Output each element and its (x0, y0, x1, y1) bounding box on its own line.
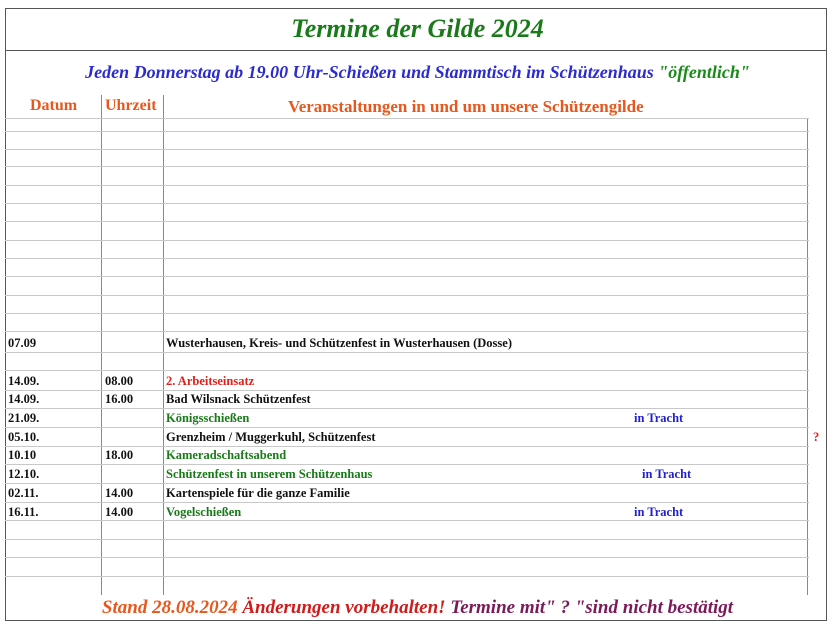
row-date: 12.10. (8, 467, 40, 481)
row-divider (5, 446, 809, 447)
row-divider (5, 483, 809, 484)
footer-changes: Änderungen vorbehalten! (242, 597, 446, 618)
row-note: in Tracht (642, 467, 692, 481)
row-date: 05.10. (8, 430, 40, 444)
row-divider (5, 221, 809, 222)
weekly-notice-text: Jeden Donnerstag ab 19.00 Uhr-Schießen und Stammtisch im Schützenhaus (85, 62, 654, 82)
row-divider (5, 352, 809, 353)
header-date: Datum (30, 97, 78, 114)
row-time: 14.00 (105, 486, 134, 500)
row-divider (5, 539, 809, 540)
row-divider (5, 166, 809, 167)
row-date: 14.09. (8, 392, 40, 406)
row-divider (5, 313, 809, 314)
row-divider (5, 258, 809, 259)
footer-note (0, 597, 835, 619)
row-note: in Tracht (634, 505, 684, 519)
row-divider (5, 118, 809, 119)
row-divider (5, 149, 809, 150)
row-event: Vogelschießen (166, 505, 242, 519)
row-divider (5, 520, 809, 521)
row-event: Kameradschaftsabend (166, 448, 287, 462)
page-title: Termine der Gilde 2024 (291, 14, 544, 43)
footer-pending: Termine mit" ? "sind nicht bestätigt (450, 597, 734, 618)
row-divider (5, 203, 809, 204)
row-divider (5, 502, 809, 503)
row-divider (5, 557, 809, 558)
row-unconfirmed-mark: ? (813, 430, 820, 444)
title-divider (5, 50, 827, 51)
row-divider (5, 276, 809, 277)
row-date: 21.09. (8, 411, 40, 425)
row-divider (5, 408, 809, 409)
row-divider (5, 185, 809, 186)
row-date: 10.10 (8, 448, 37, 462)
row-event: 2. Arbeitseinsatz (166, 374, 255, 388)
row-event: Wusterhausen, Kreis- und Schützenfest in Wusterhausen (Dosse) (166, 336, 512, 350)
row-divider (5, 331, 809, 332)
weekly-notice (0, 62, 835, 83)
row-divider (5, 240, 809, 241)
row-divider (5, 131, 809, 132)
row-note: in Tracht (634, 411, 684, 425)
row-event: Bad Wilsnack Schützenfest (166, 392, 311, 406)
row-date: 07.09 (8, 336, 37, 350)
header-event: Veranstaltungen in und um unsere Schützengilde (288, 97, 644, 116)
row-time: 16.00 (105, 392, 134, 406)
row-divider (5, 295, 809, 296)
row-divider (5, 464, 809, 465)
row-event: Schützenfest in unserem Schützenhaus (166, 467, 373, 481)
public-label: "öffentlich" (658, 62, 750, 82)
row-time: 14.00 (105, 505, 134, 519)
row-event: Kartenspiele für die ganze Familie (166, 486, 350, 500)
row-divider (5, 427, 809, 428)
row-event: Königsschießen (166, 411, 250, 425)
row-date: 14.09. (8, 374, 40, 388)
row-date: 02.11. (8, 486, 39, 500)
row-divider (5, 370, 809, 371)
header-time: Uhrzeit (105, 97, 157, 114)
column-divider (807, 118, 808, 595)
row-date: 16.11. (8, 505, 39, 519)
row-divider (5, 576, 809, 577)
footer-stand: Stand 28.08.2024 (101, 597, 238, 618)
row-event: Grenzheim / Muggerkuhl, Schützenfest (166, 430, 376, 444)
row-time: 08.00 (105, 374, 134, 388)
row-time: 18.00 (105, 448, 134, 462)
row-divider (5, 390, 809, 391)
